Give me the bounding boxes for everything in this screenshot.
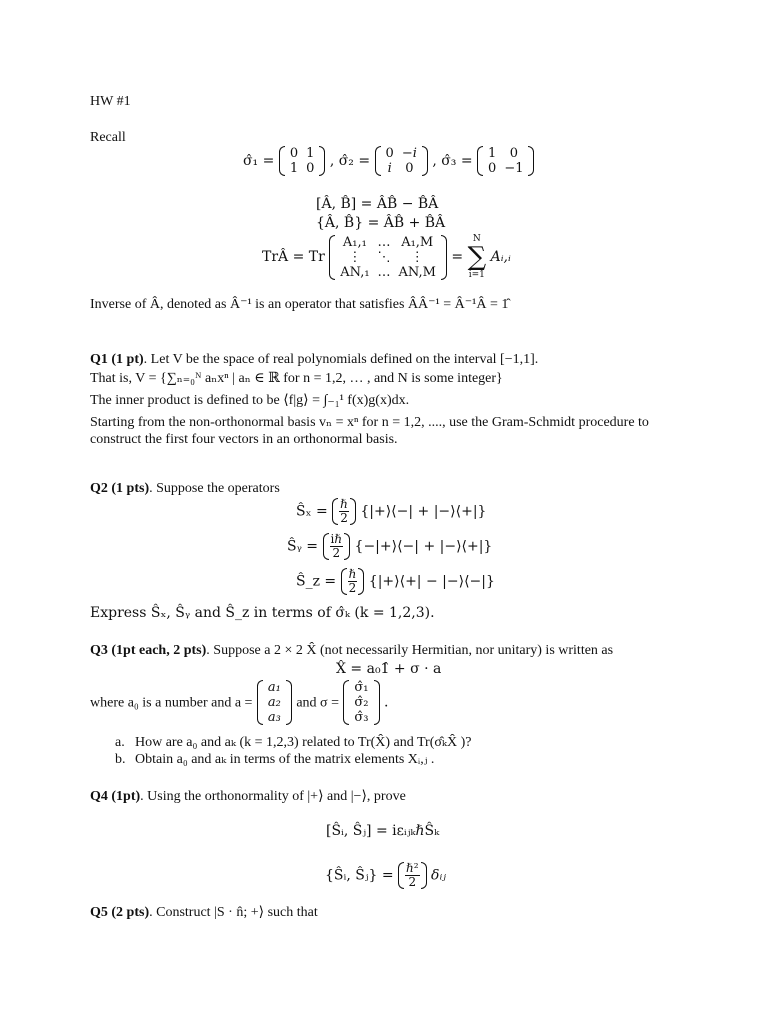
sigma-vector: σ̂₁ σ̂₂ σ̂₃: [343, 680, 379, 725]
summation-symbol: N ∑ i=1: [467, 234, 487, 280]
inverse-definition: Inverse of Â, denoted as Â⁻¹ is an operator that satisfies ÂÂ⁻¹ = Â⁻¹Â = 1̂: [90, 297, 509, 312]
trace-term: Aᵢ,ᵢ: [490, 249, 511, 265]
sigma2-matrix: 0 −i i 0: [375, 146, 428, 176]
q1-line3: The inner product is defined to be ⟨f|g⟩ = ∫₋₁¹ f(x)g(x)dx.: [90, 393, 410, 408]
q2-line1: Q2 (1 pts). Suppose the operators: [90, 481, 280, 496]
q3b-label: b.: [115, 752, 126, 767]
commutator-definition: [Â, B̂] = ÂB̂ − B̂Â: [316, 196, 439, 212]
q3-where: where a₀ is a number and a = a₁ a₂ a₃ and σ = σ̂₁ σ̂₂ σ̂₃ .: [90, 680, 389, 725]
q3a-label: a.: [115, 735, 125, 750]
sz-equation: Ŝ_z = $\frac{\text{ℏ}}{2}$ {|+⟩⟨+| − |−⟩⟨−|}: [296, 567, 495, 595]
sigma2-label: , σ̂₂ =: [329, 153, 371, 169]
q1-line5: construct the first four vectors in an orthonormal basis.: [90, 432, 398, 447]
q1-line4: Starting from the non-orthonormal basis vₙ = xⁿ for n = 1,2, ...., use the Gram-Schmidt procedure to: [90, 415, 649, 430]
sx-equation: Ŝₓ = $\frac{\text{ℏ}}{2}$ {|+⟩⟨−| + |−⟩⟨+|}: [296, 497, 487, 525]
a-vector: a₁ a₂ a₃: [257, 680, 292, 725]
q4-commutator: [Ŝᵢ, Ŝⱼ] = iεᵢⱼₖℏŜₖ: [326, 823, 440, 839]
sigma3-label: , σ̂₃ =: [432, 153, 473, 169]
q3-decomposition: X̂ = a₀1̂ + σ · a: [336, 661, 442, 677]
q2-express: Express Ŝₓ, Ŝᵧ and Ŝ_z in terms of σ̂ₖ (k = 1,2,3).: [90, 605, 435, 621]
trace-equals: =: [451, 249, 464, 265]
trace-definition: [262, 234, 511, 280]
q4-line1: Q4 (1pt). Using the orthonormality of |+⟩ and |−⟩, prove: [90, 789, 406, 804]
q1-line2: That is, V = {∑ₙ₌₀ᴺ aₙxⁿ | aₙ ∈ ℝ for n = 1,2, … , and N is some integer}: [90, 371, 503, 386]
sigma1-matrix: 0 1 1 0: [279, 146, 326, 176]
trace-matrix: A₁,₁ … A₁,M ⋮ ⋱ ⋮ AN,₁ … AN,M: [329, 235, 447, 280]
sigma3-matrix: 1 0 0 −1: [477, 146, 534, 176]
recall-label: Recall: [90, 130, 126, 145]
trace-lhs: TrÂ = Tr: [262, 249, 325, 265]
sigma1-label: σ̂₁ =: [243, 153, 275, 169]
anticommutator-definition: {Â, B̂} = ÂB̂ + B̂Â: [316, 215, 446, 231]
homework-title: HW #1: [90, 94, 131, 109]
q3a-text: How are a₀ and aₖ (k = 1,2,3) related to Tr(X̂) and Tr(σ̂ₖX̂ )?: [135, 735, 472, 750]
q4-anticommutator: {Ŝᵢ, Ŝⱼ} = $\frac{\text{ℏ²}}{2}$ δᵢⱼ: [325, 861, 446, 889]
pauli-matrices: [243, 146, 534, 176]
q5-line1: Q5 (2 pts). Construct |S · n̂; +⟩ such that: [90, 905, 318, 920]
q3b-text: Obtain a₀ and aₖ in terms of the matrix elements Xᵢ,ⱼ .: [135, 752, 435, 767]
sy-equation: Ŝᵧ = $\frac{\text{iℏ}}{2}$ {−|+⟩⟨−| + |−⟩⟨+|}: [287, 532, 493, 560]
q3-line1: Q3 (1pt each, 2 pts). Suppose a 2 × 2 X̂ (not necessarily Hermitian, nor unitary) is written as: [90, 643, 614, 658]
q1-line1: Q1 (1 pt). Let V be the space of real polynomials defined on the interval [−1,1].: [90, 352, 539, 367]
